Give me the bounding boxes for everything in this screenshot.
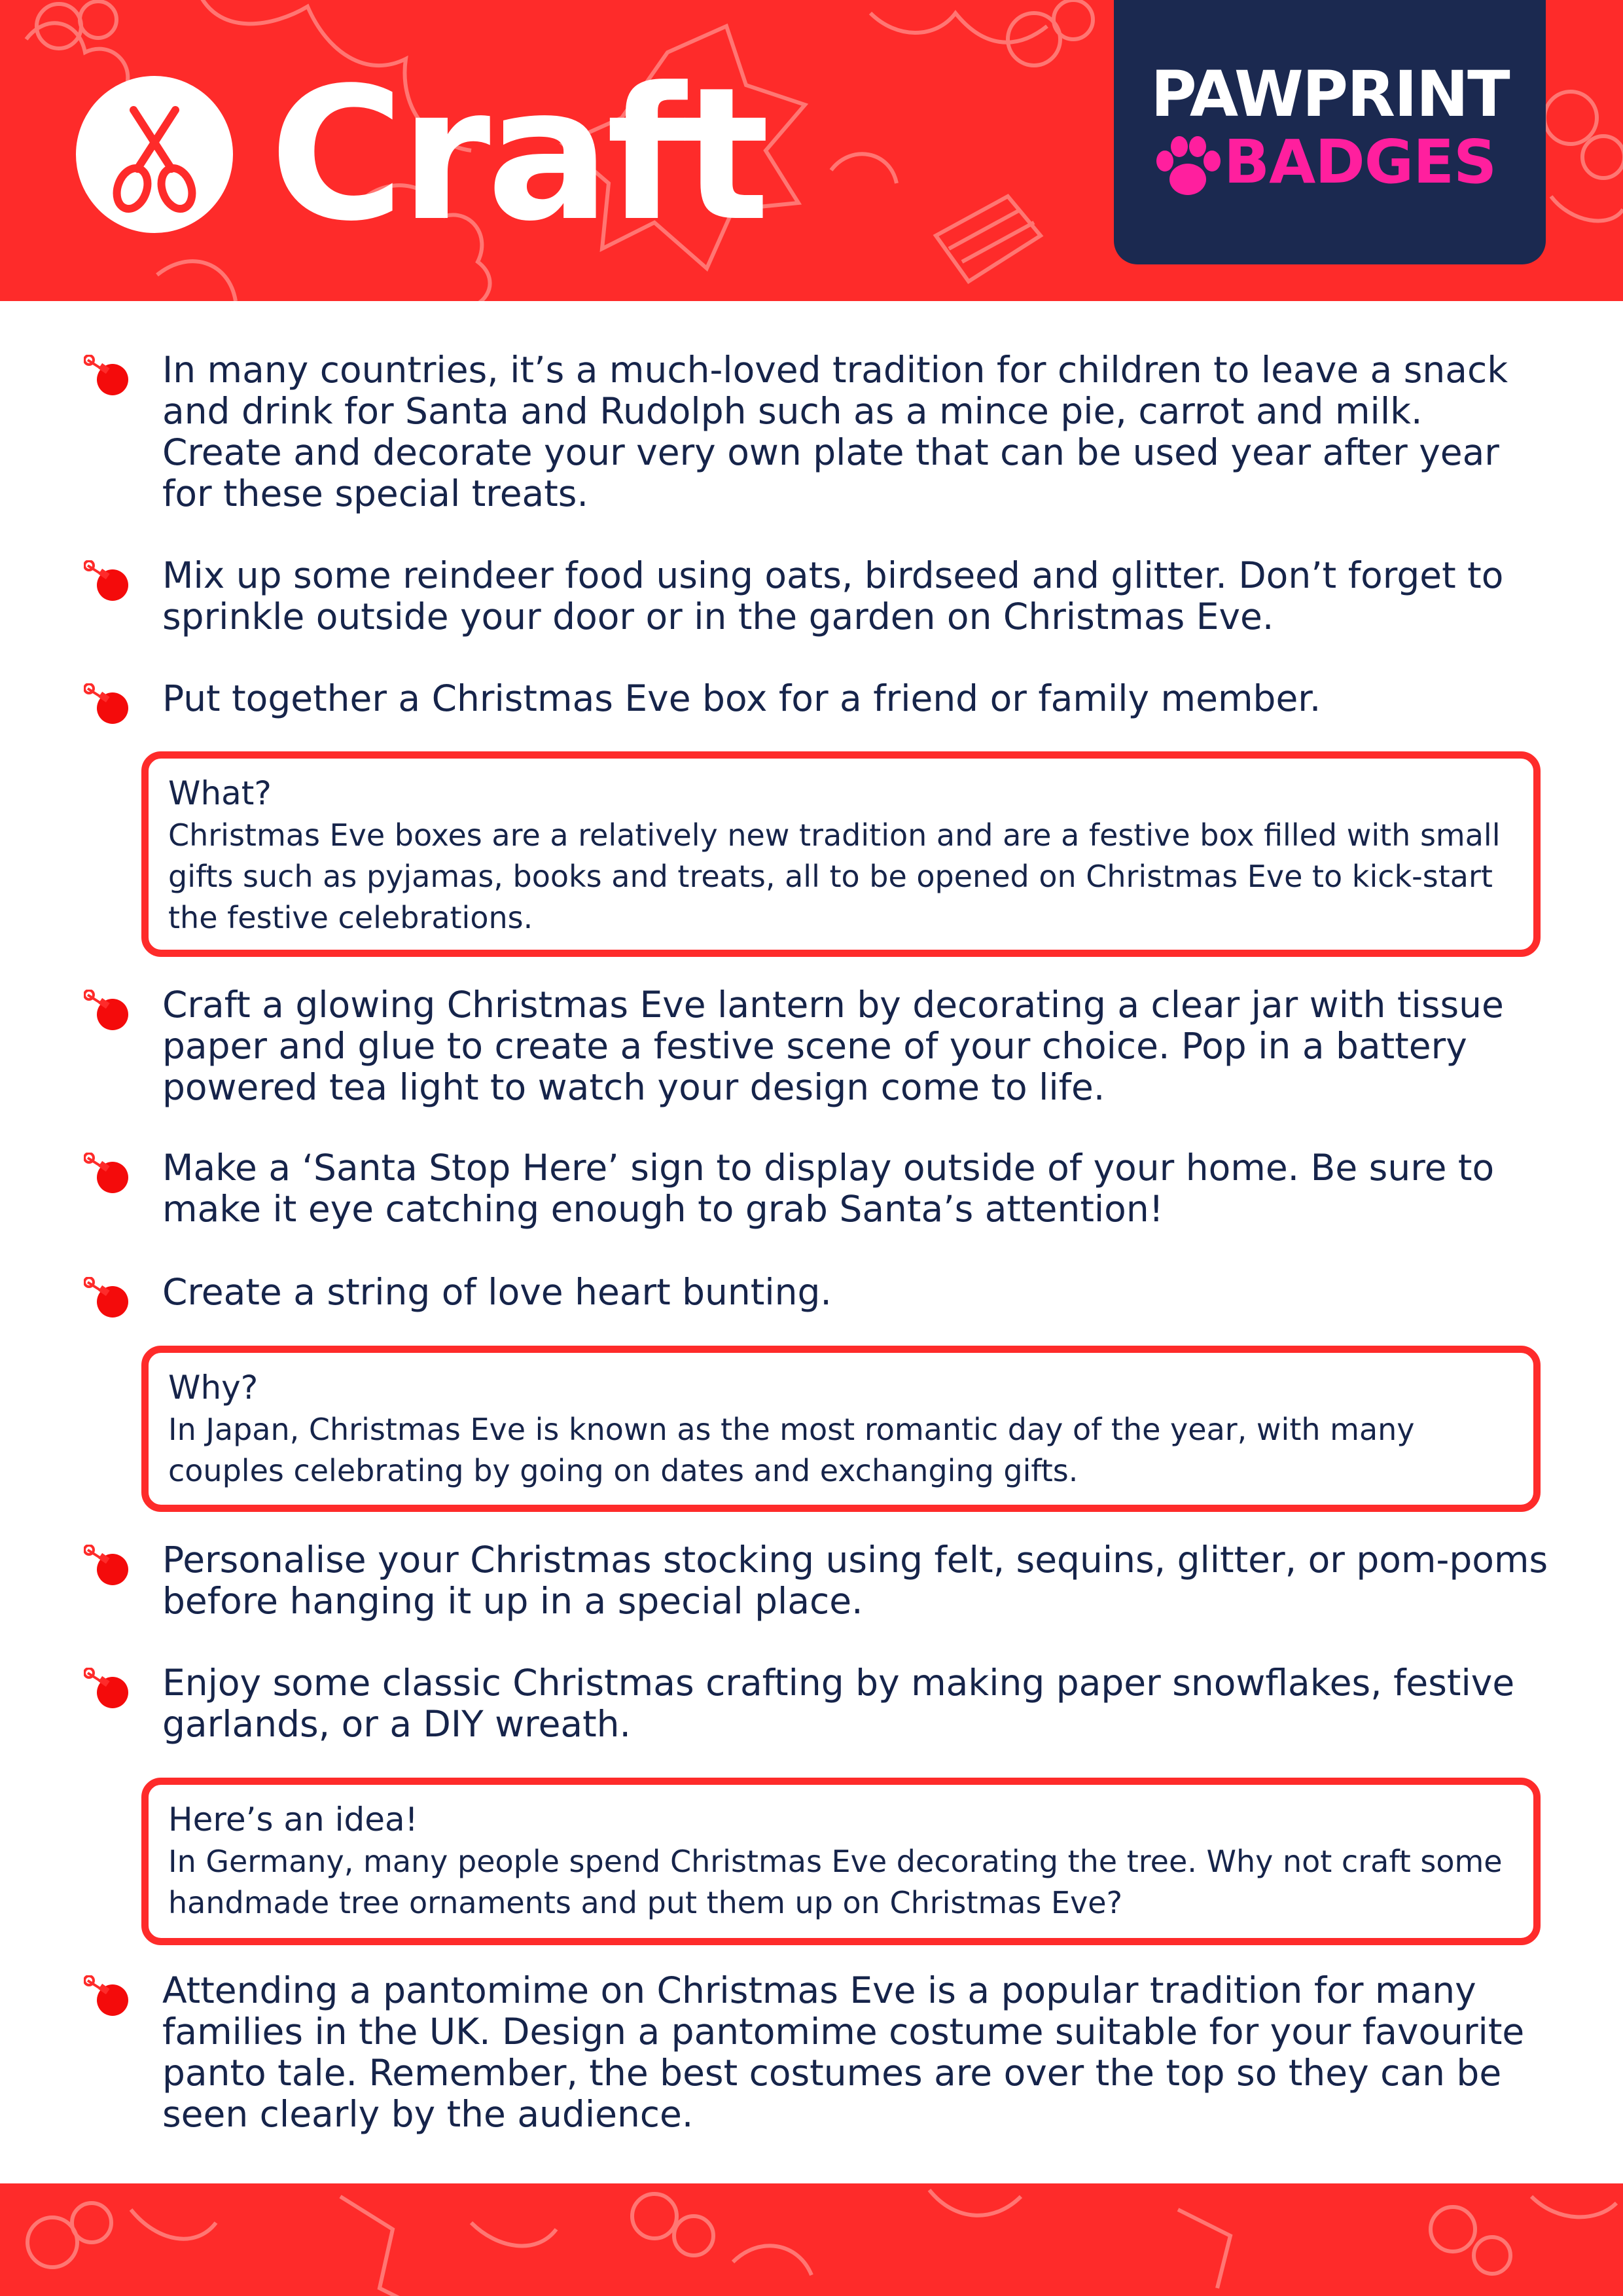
item-text: Mix up some reindeer food using oats, birdseed and glitter. Don’t forget to sprinkle outside your door or in the garden on Christmas Eve. xyxy=(162,554,1504,637)
scissors-badge xyxy=(76,76,233,233)
callout-idea xyxy=(141,1778,1541,1945)
callout-body: In Germany, many people spend Christmas Eve decorating the tree. Why not craft some handmade tree ornaments and put them up on Christmas Eve? xyxy=(168,1844,1503,1920)
callout-title: Why? xyxy=(168,1369,259,1407)
bauble-bullet-icon xyxy=(84,1668,134,1713)
bauble-bullet-icon xyxy=(84,1545,134,1590)
bauble-bullet-icon xyxy=(84,560,134,606)
item-text: Make a ‘Santa Stop Here’ sign to display outside of your home. Be sure to make it eye catching enough to grab Santa’s attention! xyxy=(162,1147,1495,1230)
item-text: Create a string of love heart bunting. xyxy=(162,1271,832,1313)
bauble-bullet-icon xyxy=(84,355,134,401)
callout-what xyxy=(141,751,1541,957)
header-banner xyxy=(0,0,1623,301)
bauble-bullet-icon xyxy=(84,1277,134,1323)
pawprint-badges-logo xyxy=(1114,0,1546,264)
item-text: Enjoy some classic Christmas crafting by making paper snowflakes, festive garlands, or a DIY wreath. xyxy=(162,1662,1515,1745)
bauble-bullet-icon xyxy=(84,1975,134,2021)
bauble-bullet-icon xyxy=(84,1153,134,1198)
callout-why xyxy=(141,1346,1541,1512)
page-title: Craft xyxy=(270,48,766,262)
callout-title: What? xyxy=(168,774,272,812)
footer-banner xyxy=(0,2183,1623,2296)
item-text: Attending a pantomime on Christmas Eve is a popular tradition for many families in the UK. Design a pantomime costume suitable for your favourite panto tale. Remember, the best costumes are over the top so they can be seen clearly by the audience. xyxy=(162,1969,1525,2135)
item-text: Personalise your Christmas stocking using felt, sequins, glitter, or pom-poms before hanging it up in a special place. xyxy=(162,1539,1548,1622)
paw-icon xyxy=(1152,135,1224,200)
logo-line-2: BADGES xyxy=(1224,127,1497,197)
callout-title: Here’s an idea! xyxy=(168,1801,418,1839)
item-text: Put together a Christmas Eve box for a friend or family member. xyxy=(162,677,1321,719)
callout-body: Christmas Eve boxes are a relatively new tradition and are a festive box filled with small gifts such as pyjamas, books and treats, all to be opened on Christmas Eve to kick-start the festive celebrations. xyxy=(168,817,1501,935)
item-text: Craft a glowing Christmas Eve lantern by decorating a clear jar with tissue paper and glue to create a festive scene of your choice. Pop in a battery powered tea light to watch your design come to life. xyxy=(162,984,1504,1108)
holly-pattern-icon xyxy=(0,2183,1623,2296)
item-text: In many countries, it’s a much-loved tradition for children to leave a snack and drink for Santa and Rudolph such as a mince pie, carrot and milk. Create and decorate your very own plate that can be used year after year for these special treats. xyxy=(162,349,1508,514)
callout-body: In Japan, Christmas Eve is known as the most romantic day of the year, with many couples celebrating by going on dates and exchanging gifts. xyxy=(168,1412,1415,1488)
bauble-bullet-icon xyxy=(84,990,134,1035)
scissors-icon xyxy=(76,76,233,233)
bauble-bullet-icon xyxy=(84,683,134,729)
logo-line-1: PAWPRINT xyxy=(1150,58,1509,131)
